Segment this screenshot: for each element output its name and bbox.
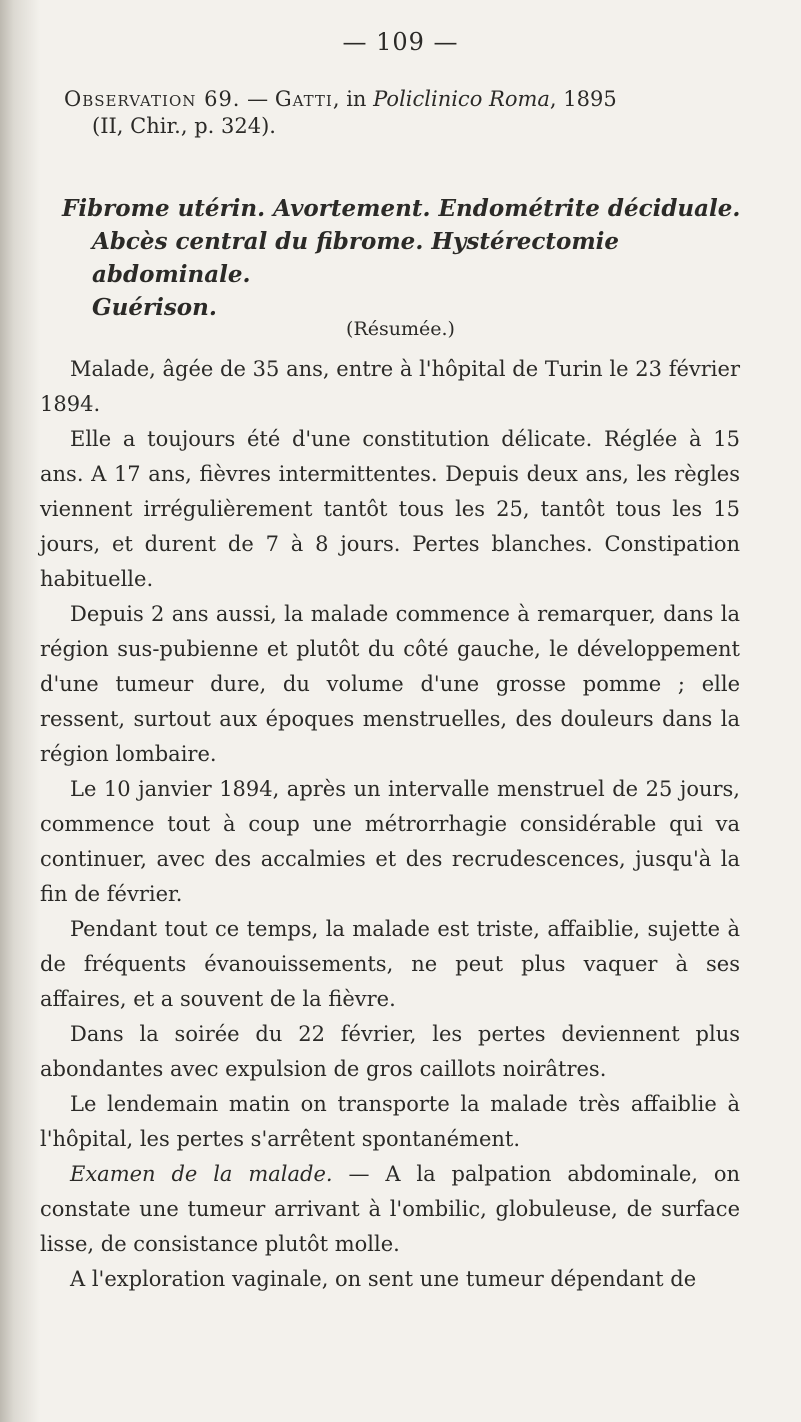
paragraph: Elle a toujours été d'une constitution délicate. Réglée à 15 ans. A 17 ans, fièvres intermittentes. Depuis deux ans, les règles viennent irrégulièrement tantôt tous les 25, tantôt tous les 15 jours, et durent de 7 à 8 jours. Pertes blanches. Constipation habituelle. — [40, 427, 740, 591]
observation-header — [64, 86, 764, 112]
paragraph: Dans la soirée du 22 février, les pertes deviennent plus abondantes avec expulsion de gros caillots noirâtres. — [40, 1022, 740, 1081]
observation-label: Observation 69. — [64, 87, 241, 111]
observation-year: , 1895 — [549, 87, 617, 111]
page-number: — 109 — — [342, 28, 459, 56]
examen-heading: Examen de la malade. — [70, 1162, 333, 1186]
observation-journal: Policlinico Roma — [373, 87, 550, 111]
examen-text: — A la palpation abdominale, on constate une tumeur arrivant à l'ombilic, globuleuse, de surface lisse, de consistance plutôt molle. — [40, 1162, 740, 1256]
resumee-label: (Résumée.) — [346, 318, 455, 340]
observation-dash: — — [240, 87, 275, 111]
observation-author: Gatti — [274, 87, 333, 111]
examen-paragraph — [40, 1157, 740, 1262]
paragraph: Depuis 2 ans aussi, la malade commence à remarquer, dans la région sus-pubienne et plutôt du côté gauche, le développement d'une tumeur dure, du volume d'une grosse pomme ; elle ressent, surtout aux époques menstruelles, des douleurs dans la région lombaire. — [40, 602, 740, 766]
case-title — [62, 192, 762, 324]
paragraph-last: A l'exploration vaginale, on sent une tumeur dépendant de — [70, 1267, 697, 1291]
case-body — [40, 352, 740, 1297]
paragraph: Le 10 janvier 1894, après un intervalle menstruel de 25 jours, commence tout à coup une métrorrhagie considérable qui va continuer, avec des accalmies et des recrudescences, jusqu'à la fin de février. — [40, 777, 740, 906]
paragraph: Malade, âgée de 35 ans, entre à l'hôpital de Turin le 23 février 1894. — [40, 357, 740, 416]
observation-reference: (II, Chir., p. 324). — [92, 114, 276, 138]
paragraph: Pendant tout ce temps, la malade est triste, affaiblie, sujette à de fréquents évanouissements, ne peut plus vaquer à ses affaires, et a souvent de la fièvre. — [40, 917, 740, 1011]
paragraph: Le lendemain matin on transporte la malade très affaiblie à l'hôpital, les pertes s'arrêtent spontanément. — [40, 1092, 740, 1151]
observation-in: , in — [332, 87, 374, 111]
case-title-line-1: Fibrome utérin. Avortement. Endométrite déciduale. — [62, 195, 741, 222]
case-title-line-3: Guérison. — [92, 294, 217, 321]
case-title-line-2: Abcès central du fibrome. Hystérectomie abdominale. — [92, 228, 620, 288]
